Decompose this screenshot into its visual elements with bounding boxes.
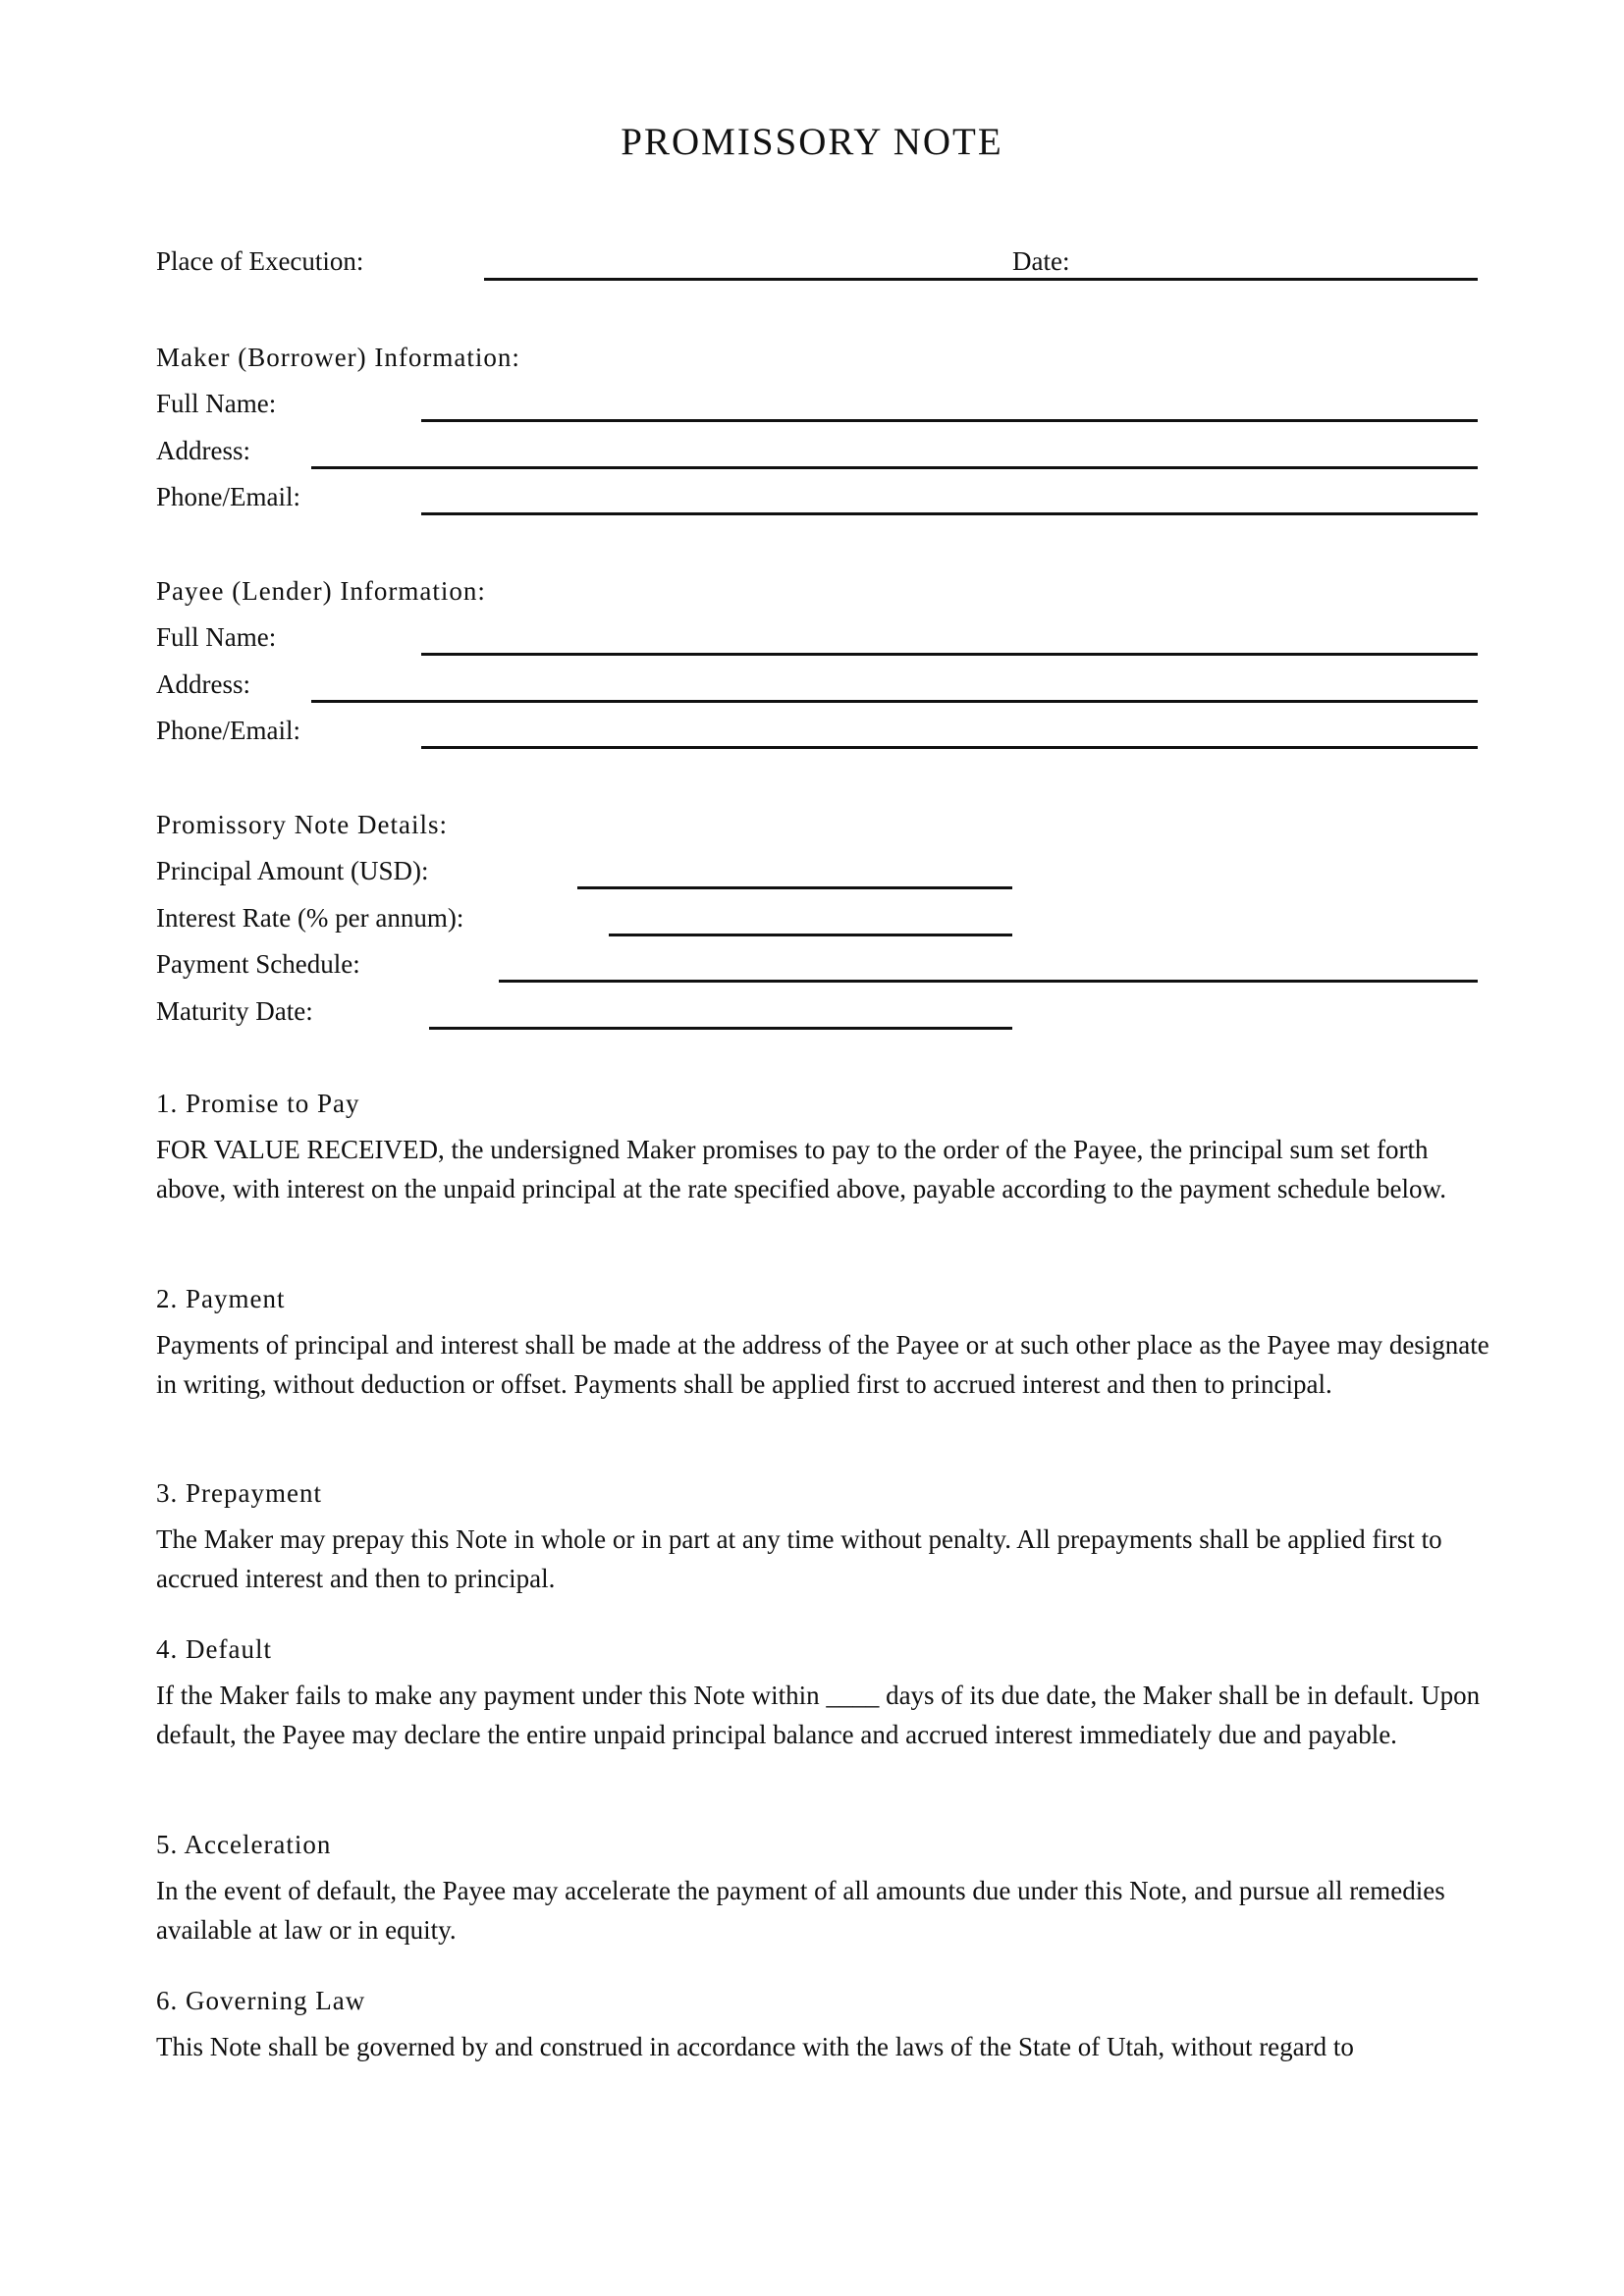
section-heading-governing-law: 6. Governing Law bbox=[156, 1986, 366, 2015]
details-heading: Promissory Note Details: bbox=[156, 810, 448, 839]
section-body-promise-to-pay: FOR VALUE RECEIVED, the undersigned Maker promises to pay to the order of the Payee, the principal sum set forth above, with interest on the unpaid principal at the rate specified above, payable according to the payment schedule below. bbox=[156, 1135, 1447, 1203]
section-heading-prepayment: 3. Prepayment bbox=[156, 1478, 322, 1508]
section-body-acceleration: In the event of default, the Payee may accelerate the payment of all amounts due under this Note, and pursue all remedies available at law or in equity. bbox=[156, 1876, 1445, 1945]
payee-full-name-field[interactable] bbox=[421, 653, 1478, 656]
maturity-date-field[interactable] bbox=[429, 1027, 1012, 1030]
document-title: PROMISSORY NOTE bbox=[621, 121, 1003, 163]
payee-full-name-label: Full Name: bbox=[156, 622, 277, 652]
maker-full-name-label: Full Name: bbox=[156, 389, 277, 418]
maker-address-label: Address: bbox=[156, 436, 250, 465]
maker-address-field[interactable] bbox=[311, 466, 1478, 469]
interest-rate-label: Interest Rate (% per annum): bbox=[156, 903, 464, 933]
payee-heading: Payee (Lender) Information: bbox=[156, 576, 486, 606]
section-heading-payment: 2. Payment bbox=[156, 1284, 286, 1313]
payee-address-label: Address: bbox=[156, 669, 250, 699]
date-label: Date: bbox=[1012, 246, 1070, 276]
maker-phone-email-label: Phone/Email: bbox=[156, 482, 300, 511]
section-body-governing-law: This Note shall be governed by and construed in accordance with the laws of the State of Utah, without regard to bbox=[156, 2032, 1354, 2061]
payee-address-field[interactable] bbox=[311, 700, 1478, 703]
principal-amount-label: Principal Amount (USD): bbox=[156, 856, 429, 885]
section-heading-default: 4. Default bbox=[156, 1634, 272, 1664]
maker-heading: Maker (Borrower) Information: bbox=[156, 343, 520, 372]
maker-phone-email-field[interactable] bbox=[421, 512, 1478, 515]
place-date-field-line[interactable] bbox=[484, 278, 1478, 281]
payment-schedule-label: Payment Schedule: bbox=[156, 949, 360, 979]
section-heading-acceleration: 5. Acceleration bbox=[156, 1830, 332, 1859]
payment-schedule-field[interactable] bbox=[499, 980, 1478, 983]
interest-rate-field[interactable] bbox=[609, 934, 1012, 936]
section-body-payment: Payments of principal and interest shall be made at the address of the Payee or at such other place as the Payee may designate in writing, without deduction or offset. Payments shall be applied first to accrued interest and then to principal. bbox=[156, 1330, 1489, 1399]
maturity-date-label: Maturity Date: bbox=[156, 996, 313, 1026]
section-body-default: If the Maker fails to make any payment under this Note within ____ days of its due date, the Maker shall be in default. Upon default, the Payee may declare the entire unpaid principal balance and accrued interest immediately due and payable. bbox=[156, 1681, 1481, 1749]
payee-phone-email-label: Phone/Email: bbox=[156, 716, 300, 745]
principal-amount-field[interactable] bbox=[577, 886, 1012, 889]
section-heading-promise-to-pay: 1. Promise to Pay bbox=[156, 1089, 360, 1118]
maker-full-name-field[interactable] bbox=[421, 419, 1478, 422]
section-body-prepayment: The Maker may prepay this Note in whole or in part at any time without penalty. All prepayments shall be applied first to accrued interest and then to principal. bbox=[156, 1524, 1442, 1593]
payee-phone-email-field[interactable] bbox=[421, 746, 1478, 749]
place-of-execution-label: Place of Execution: bbox=[156, 246, 364, 276]
